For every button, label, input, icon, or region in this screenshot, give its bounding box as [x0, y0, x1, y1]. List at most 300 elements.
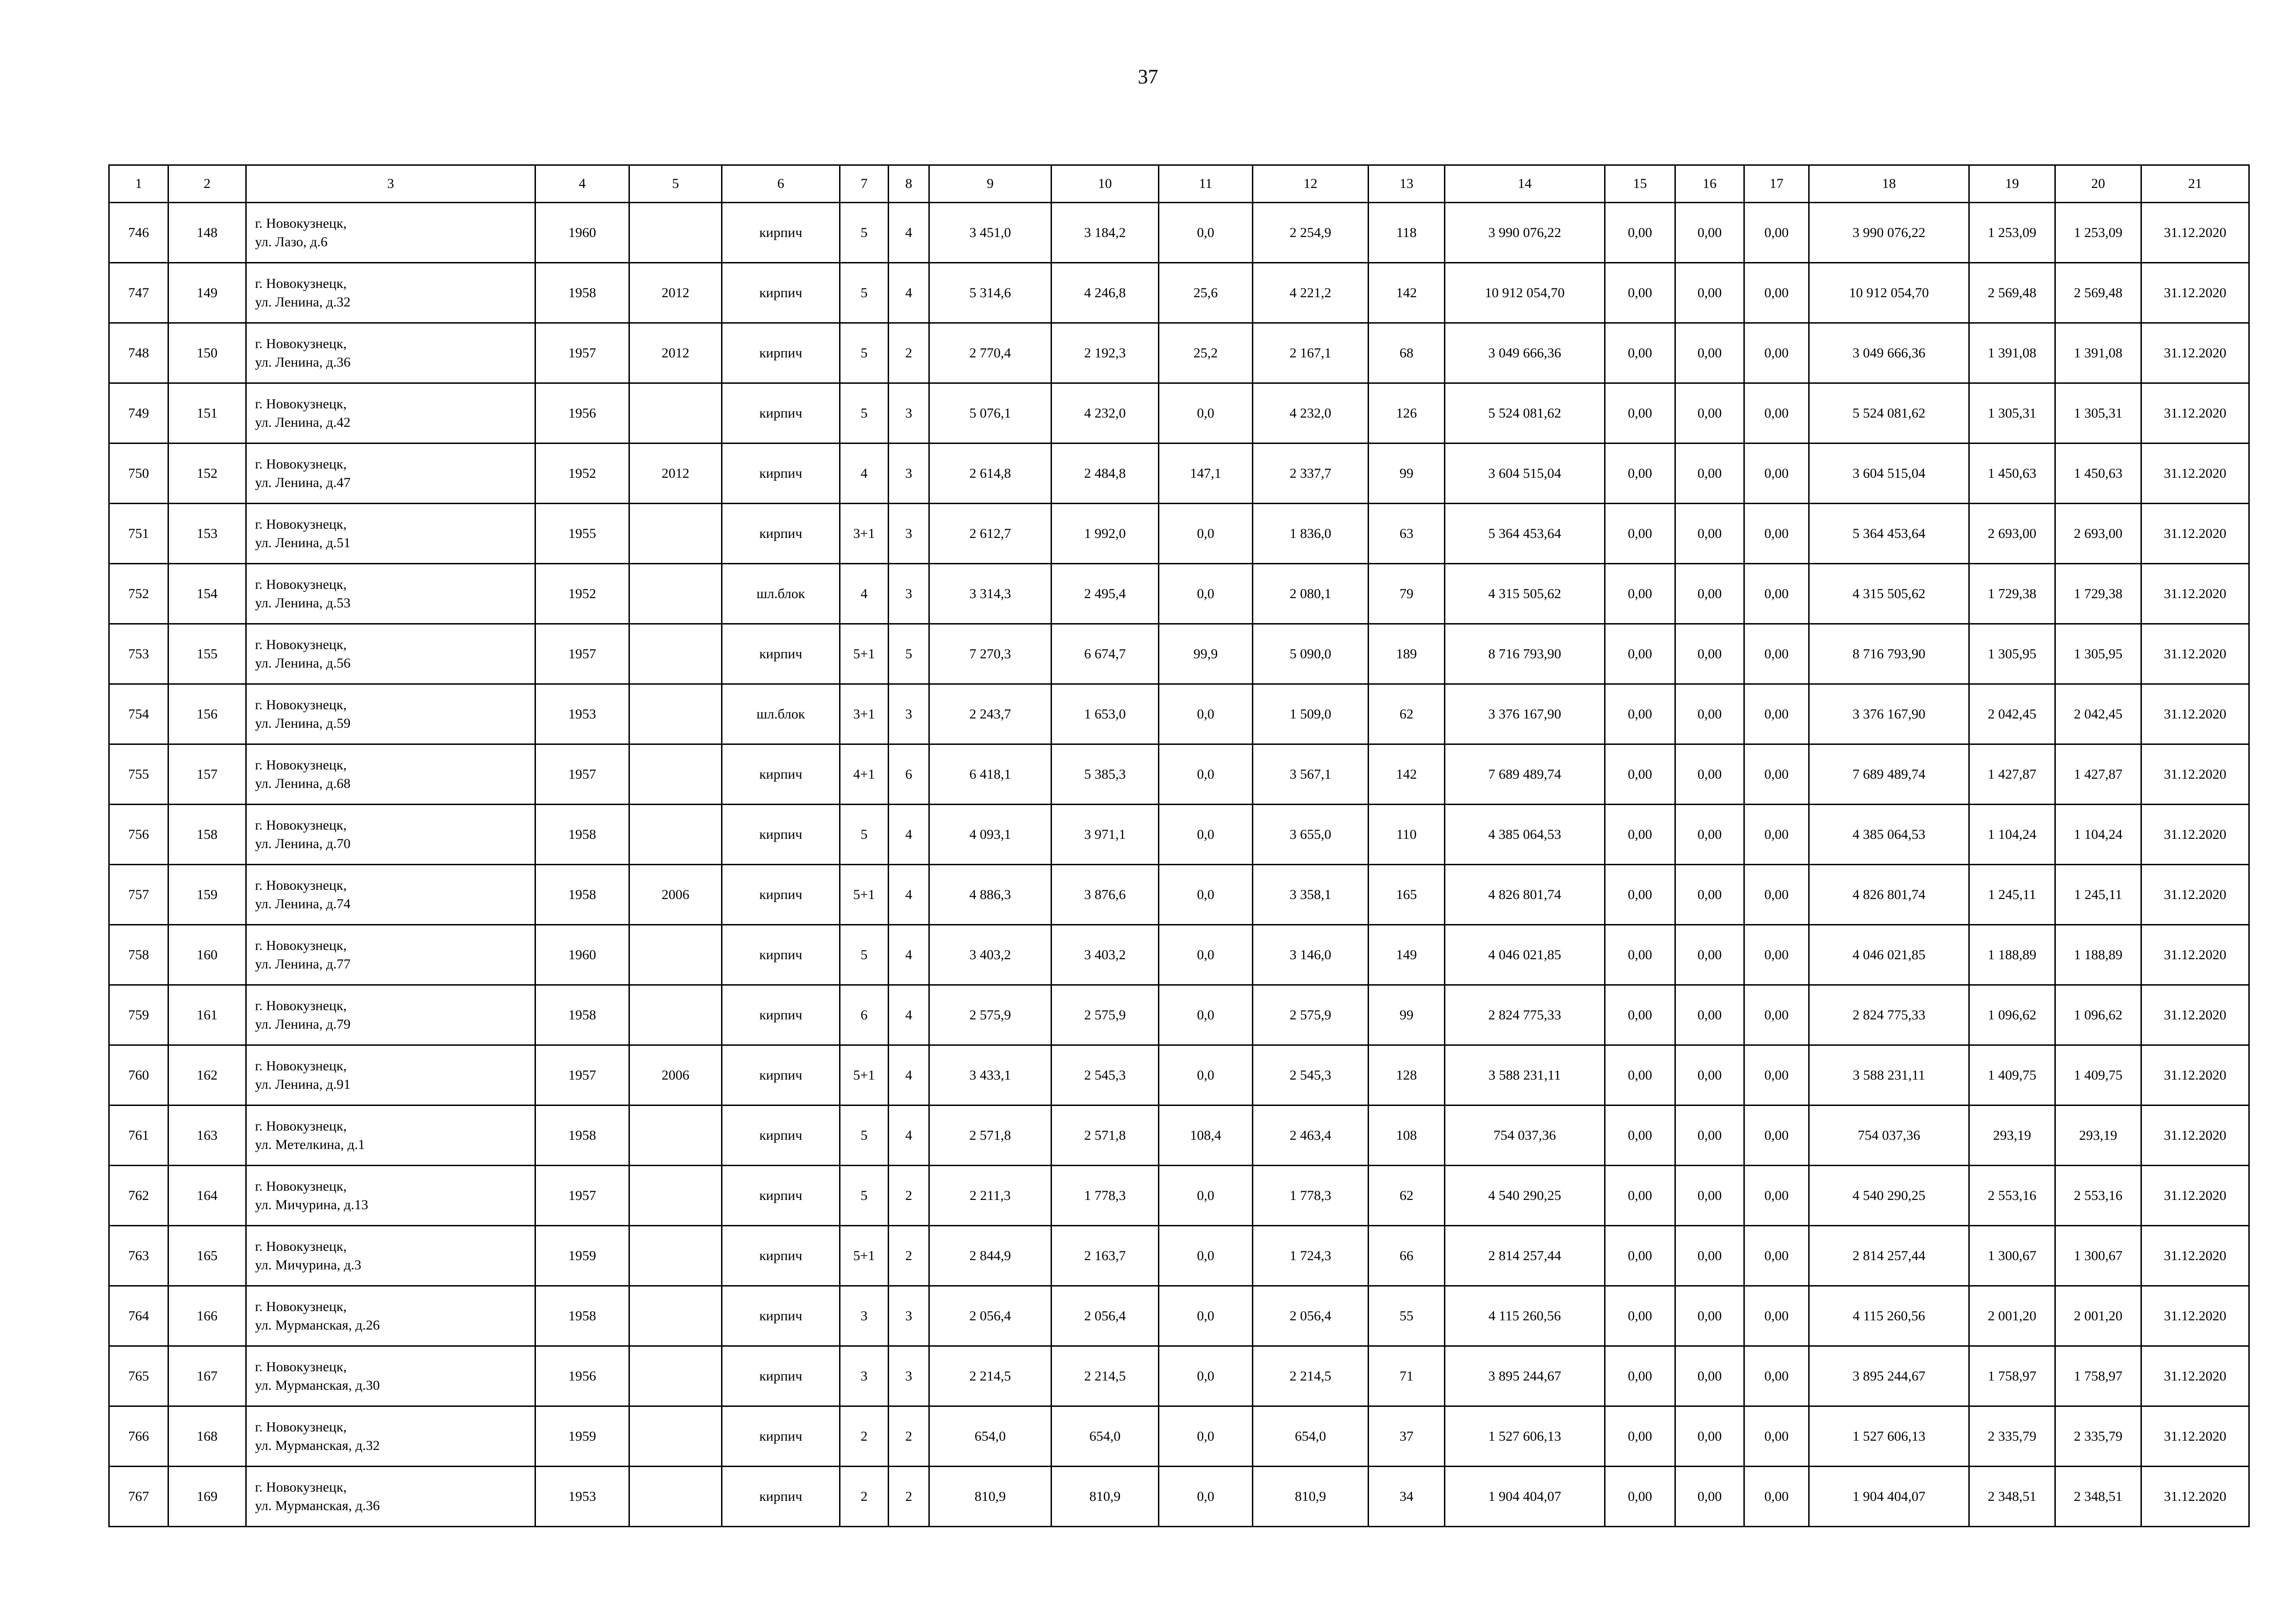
cell-col-12: 2 056,4 [1253, 1286, 1369, 1346]
cell-col-2: 168 [168, 1406, 246, 1467]
cell-col-7: 2 [840, 1467, 889, 1527]
column-header-1: 1 [109, 165, 168, 203]
cell-col-9: 2 844,9 [929, 1226, 1052, 1286]
cell-col-19: 1 427,87 [1969, 744, 2055, 805]
column-header-21: 21 [2141, 165, 2249, 203]
cell-col-14: 1 904 404,07 [1445, 1467, 1605, 1527]
address-street: ул. Ленина, д.59 [255, 715, 351, 731]
cell-col-20: 1 729,38 [2055, 564, 2141, 624]
cell-col-21: 31.12.2020 [2141, 1045, 2249, 1106]
address-city: г. Новокузнецк, [255, 336, 347, 351]
cell-col-1: 761 [109, 1106, 168, 1166]
column-header-15: 15 [1605, 165, 1675, 203]
cell-col-11: 0,0 [1159, 383, 1253, 443]
cell-col-4: 1957 [535, 1045, 629, 1106]
cell-col-8: 3 [889, 504, 929, 564]
cell-col-17: 0,00 [1744, 564, 1809, 624]
cell-col-14: 3 895 244,67 [1445, 1346, 1605, 1406]
cell-col-21: 31.12.2020 [2141, 865, 2249, 925]
cell-col-12: 5 090,0 [1253, 624, 1369, 684]
cell-col-1: 752 [109, 564, 168, 624]
cell-col-1: 764 [109, 1286, 168, 1346]
cell-col-19: 1 305,31 [1969, 383, 2055, 443]
cell-col-5: 2006 [629, 1045, 722, 1106]
cell-col-20: 2 335,79 [2055, 1406, 2141, 1467]
address-street: ул. Ленина, д.74 [255, 896, 351, 912]
cell-col-10: 2 571,8 [1052, 1106, 1159, 1166]
cell-col-5 [629, 805, 722, 865]
column-header-2: 2 [168, 165, 246, 203]
address-cell [246, 744, 535, 805]
address-city: г. Новокузнецк, [255, 1058, 347, 1074]
address-street: ул. Ленина, д.79 [255, 1016, 351, 1032]
cell-col-15: 0,00 [1605, 1286, 1675, 1346]
cell-col-13: 108 [1369, 1106, 1445, 1166]
table-row [109, 263, 2249, 323]
cell-col-5 [629, 925, 722, 985]
cell-col-14: 3 376 167,90 [1445, 684, 1605, 744]
address-city: г. Новокузнецк, [255, 1178, 347, 1194]
cell-col-14: 3 990 076,22 [1445, 203, 1605, 263]
cell-col-15: 0,00 [1605, 383, 1675, 443]
cell-col-4: 1959 [535, 1406, 629, 1467]
cell-col-6: кирпич [722, 1467, 840, 1527]
cell-col-9: 2 243,7 [929, 684, 1052, 744]
cell-col-19: 2 693,00 [1969, 504, 2055, 564]
cell-col-19: 1 188,89 [1969, 925, 2055, 985]
cell-col-2: 151 [168, 383, 246, 443]
column-header-4: 4 [535, 165, 629, 203]
cell-col-7: 4+1 [840, 744, 889, 805]
cell-col-2: 155 [168, 624, 246, 684]
cell-col-20: 1 305,31 [2055, 383, 2141, 443]
cell-col-6: кирпич [722, 383, 840, 443]
address-cell [246, 564, 535, 624]
cell-col-21: 31.12.2020 [2141, 1226, 2249, 1286]
address-cell [246, 1467, 535, 1527]
cell-col-18: 1 527 606,13 [1809, 1406, 1969, 1467]
column-header-12: 12 [1253, 165, 1369, 203]
table-row [109, 504, 2249, 564]
cell-col-14: 3 588 231,11 [1445, 1045, 1605, 1106]
cell-col-7: 5 [840, 323, 889, 383]
cell-col-15: 0,00 [1605, 744, 1675, 805]
address-city: г. Новокузнецк, [255, 637, 347, 652]
cell-col-16: 0,00 [1675, 263, 1744, 323]
cell-col-15: 0,00 [1605, 1045, 1675, 1106]
cell-col-10: 3 971,1 [1052, 805, 1159, 865]
cell-col-4: 1958 [535, 1286, 629, 1346]
cell-col-16: 0,00 [1675, 925, 1744, 985]
cell-col-20: 2 042,45 [2055, 684, 2141, 744]
cell-col-18: 3 049 666,36 [1809, 323, 1969, 383]
cell-col-1: 759 [109, 985, 168, 1045]
cell-col-13: 149 [1369, 925, 1445, 985]
cell-col-5 [629, 624, 722, 684]
cell-col-8: 3 [889, 1346, 929, 1406]
cell-col-20: 1 188,89 [2055, 925, 2141, 985]
table-row [109, 624, 2249, 684]
cell-col-1: 749 [109, 383, 168, 443]
cell-col-14: 1 527 606,13 [1445, 1406, 1605, 1467]
cell-col-18: 4 826 801,74 [1809, 865, 1969, 925]
cell-col-14: 4 826 801,74 [1445, 865, 1605, 925]
cell-col-5 [629, 684, 722, 744]
cell-col-6: кирпич [722, 263, 840, 323]
address-cell [246, 684, 535, 744]
cell-col-15: 0,00 [1605, 1467, 1675, 1527]
cell-col-21: 31.12.2020 [2141, 744, 2249, 805]
cell-col-8: 3 [889, 564, 929, 624]
address-cell [246, 1106, 535, 1166]
cell-col-20: 2 348,51 [2055, 1467, 2141, 1527]
cell-col-8: 2 [889, 1406, 929, 1467]
cell-col-4: 1952 [535, 443, 629, 504]
column-header-10: 10 [1052, 165, 1159, 203]
table-row [109, 744, 2249, 805]
cell-col-2: 157 [168, 744, 246, 805]
cell-col-10: 2 484,8 [1052, 443, 1159, 504]
cell-col-17: 0,00 [1744, 805, 1809, 865]
address-street: ул. Ленина, д.77 [255, 956, 351, 972]
cell-col-18: 4 540 290,25 [1809, 1166, 1969, 1226]
cell-col-19: 2 569,48 [1969, 263, 2055, 323]
cell-col-16: 0,00 [1675, 805, 1744, 865]
cell-col-6: кирпич [722, 1226, 840, 1286]
cell-col-5: 2006 [629, 865, 722, 925]
address-street: ул. Мичурина, д.13 [255, 1197, 368, 1212]
cell-col-14: 5 364 453,64 [1445, 504, 1605, 564]
address-cell [246, 383, 535, 443]
cell-col-15: 0,00 [1605, 684, 1675, 744]
address-city: г. Новокузнецк, [255, 1299, 347, 1314]
cell-col-1: 746 [109, 203, 168, 263]
cell-col-7: 5+1 [840, 865, 889, 925]
cell-col-21: 31.12.2020 [2141, 1286, 2249, 1346]
cell-col-5 [629, 1106, 722, 1166]
address-city: г. Новокузнецк, [255, 877, 347, 893]
cell-col-1: 753 [109, 624, 168, 684]
cell-col-2: 167 [168, 1346, 246, 1406]
cell-col-14: 4 385 064,53 [1445, 805, 1605, 865]
cell-col-12: 2 337,7 [1253, 443, 1369, 504]
cell-col-9: 2 056,4 [929, 1286, 1052, 1346]
cell-col-10: 3 403,2 [1052, 925, 1159, 985]
cell-col-16: 0,00 [1675, 203, 1744, 263]
cell-col-11: 25,6 [1159, 263, 1253, 323]
column-header-8: 8 [889, 165, 929, 203]
cell-col-17: 0,00 [1744, 504, 1809, 564]
address-city: г. Новокузнецк, [255, 697, 347, 712]
cell-col-20: 2 001,20 [2055, 1286, 2141, 1346]
cell-col-19: 293,19 [1969, 1106, 2055, 1166]
address-street: ул. Ленина, д.70 [255, 836, 351, 851]
cell-col-2: 152 [168, 443, 246, 504]
cell-col-14: 7 689 489,74 [1445, 744, 1605, 805]
cell-col-18: 10 912 054,70 [1809, 263, 1969, 323]
cell-col-6: кирпич [722, 805, 840, 865]
cell-col-9: 4 093,1 [929, 805, 1052, 865]
cell-col-11: 0,0 [1159, 564, 1253, 624]
cell-col-1: 766 [109, 1406, 168, 1467]
cell-col-10: 2 192,3 [1052, 323, 1159, 383]
address-cell [246, 1226, 535, 1286]
cell-col-15: 0,00 [1605, 1106, 1675, 1166]
cell-col-9: 2 614,8 [929, 443, 1052, 504]
header-row [109, 165, 2249, 203]
cell-col-21: 31.12.2020 [2141, 624, 2249, 684]
cell-col-1: 747 [109, 263, 168, 323]
cell-col-16: 0,00 [1675, 1406, 1744, 1467]
cell-col-17: 0,00 [1744, 684, 1809, 744]
cell-col-18: 8 716 793,90 [1809, 624, 1969, 684]
address-street: ул. Мурманская, д.26 [255, 1317, 380, 1333]
table-row [109, 985, 2249, 1045]
cell-col-17: 0,00 [1744, 1045, 1809, 1106]
cell-col-19: 1 305,95 [1969, 624, 2055, 684]
cell-col-10: 3 876,6 [1052, 865, 1159, 925]
table-row [109, 1045, 2249, 1106]
cell-col-15: 0,00 [1605, 263, 1675, 323]
cell-col-7: 5 [840, 1106, 889, 1166]
cell-col-10: 2 575,9 [1052, 985, 1159, 1045]
cell-col-13: 126 [1369, 383, 1445, 443]
cell-col-6: кирпич [722, 624, 840, 684]
cell-col-6: кирпич [722, 1166, 840, 1226]
cell-col-8: 4 [889, 985, 929, 1045]
cell-col-17: 0,00 [1744, 1166, 1809, 1226]
cell-col-8: 2 [889, 1467, 929, 1527]
cell-col-14: 8 716 793,90 [1445, 624, 1605, 684]
cell-col-11: 0,0 [1159, 1045, 1253, 1106]
cell-col-15: 0,00 [1605, 1406, 1675, 1467]
cell-col-13: 110 [1369, 805, 1445, 865]
cell-col-13: 34 [1369, 1467, 1445, 1527]
cell-col-17: 0,00 [1744, 203, 1809, 263]
address-city: г. Новокузнецк, [255, 275, 347, 291]
cell-col-14: 3 049 666,36 [1445, 323, 1605, 383]
cell-col-13: 62 [1369, 1166, 1445, 1226]
cell-col-19: 2 042,45 [1969, 684, 2055, 744]
cell-col-2: 169 [168, 1467, 246, 1527]
cell-col-15: 0,00 [1605, 624, 1675, 684]
cell-col-16: 0,00 [1675, 985, 1744, 1045]
address-cell [246, 925, 535, 985]
cell-col-12: 4 221,2 [1253, 263, 1369, 323]
cell-col-11: 0,0 [1159, 1226, 1253, 1286]
cell-col-7: 4 [840, 564, 889, 624]
cell-col-2: 165 [168, 1226, 246, 1286]
cell-col-4: 1953 [535, 1467, 629, 1527]
cell-col-21: 31.12.2020 [2141, 443, 2249, 504]
cell-col-9: 2 612,7 [929, 504, 1052, 564]
address-city: г. Новокузнецк, [255, 757, 347, 773]
cell-col-9: 810,9 [929, 1467, 1052, 1527]
cell-col-14: 3 604 515,04 [1445, 443, 1605, 504]
cell-col-17: 0,00 [1744, 624, 1809, 684]
cell-col-7: 2 [840, 1406, 889, 1467]
cell-col-11: 99,9 [1159, 624, 1253, 684]
cell-col-4: 1957 [535, 744, 629, 805]
cell-col-14: 2 824 775,33 [1445, 985, 1605, 1045]
cell-col-17: 0,00 [1744, 744, 1809, 805]
address-city: г. Новокузнецк, [255, 1479, 347, 1495]
cell-col-21: 31.12.2020 [2141, 1106, 2249, 1166]
cell-col-9: 2 571,8 [929, 1106, 1052, 1166]
cell-col-7: 5 [840, 805, 889, 865]
cell-col-17: 0,00 [1744, 865, 1809, 925]
cell-col-18: 4 315 505,62 [1809, 564, 1969, 624]
cell-col-21: 31.12.2020 [2141, 564, 2249, 624]
cell-col-6: кирпич [722, 443, 840, 504]
cell-col-2: 153 [168, 504, 246, 564]
cell-col-1: 762 [109, 1166, 168, 1226]
cell-col-13: 55 [1369, 1286, 1445, 1346]
cell-col-7: 5 [840, 383, 889, 443]
cell-col-17: 0,00 [1744, 263, 1809, 323]
cell-col-16: 0,00 [1675, 564, 1744, 624]
cell-col-2: 164 [168, 1166, 246, 1226]
cell-col-21: 31.12.2020 [2141, 383, 2249, 443]
address-street: ул. Ленина, д.51 [255, 535, 351, 550]
cell-col-18: 4 046 021,85 [1809, 925, 1969, 985]
cell-col-20: 1 300,67 [2055, 1226, 2141, 1286]
cell-col-19: 2 335,79 [1969, 1406, 2055, 1467]
cell-col-18: 2 814 257,44 [1809, 1226, 1969, 1286]
cell-col-2: 158 [168, 805, 246, 865]
cell-col-17: 0,00 [1744, 443, 1809, 504]
column-header-13: 13 [1369, 165, 1445, 203]
cell-col-20: 1 409,75 [2055, 1045, 2141, 1106]
address-cell [246, 1286, 535, 1346]
cell-col-1: 750 [109, 443, 168, 504]
cell-col-5 [629, 203, 722, 263]
cell-col-18: 3 990 076,22 [1809, 203, 1969, 263]
address-cell [246, 263, 535, 323]
cell-col-2: 154 [168, 564, 246, 624]
cell-col-2: 159 [168, 865, 246, 925]
address-cell [246, 985, 535, 1045]
cell-col-1: 760 [109, 1045, 168, 1106]
cell-col-5 [629, 1406, 722, 1467]
address-street: ул. Ленина, д.56 [255, 655, 351, 671]
cell-col-5 [629, 1346, 722, 1406]
cell-col-13: 37 [1369, 1406, 1445, 1467]
cell-col-7: 5+1 [840, 1045, 889, 1106]
table-row [109, 684, 2249, 744]
cell-col-7: 5 [840, 925, 889, 985]
address-cell [246, 504, 535, 564]
address-city: г. Новокузнецк, [255, 215, 347, 231]
column-header-17: 17 [1744, 165, 1809, 203]
cell-col-13: 99 [1369, 443, 1445, 504]
cell-col-18: 4 385 064,53 [1809, 805, 1969, 865]
column-header-3: 3 [246, 165, 535, 203]
cell-col-21: 31.12.2020 [2141, 1346, 2249, 1406]
cell-col-12: 654,0 [1253, 1406, 1369, 1467]
cell-col-15: 0,00 [1605, 564, 1675, 624]
cell-col-10: 4 246,8 [1052, 263, 1159, 323]
cell-col-16: 0,00 [1675, 1286, 1744, 1346]
address-street: ул. Ленина, д.32 [255, 294, 351, 310]
cell-col-17: 0,00 [1744, 985, 1809, 1045]
cell-col-13: 71 [1369, 1346, 1445, 1406]
cell-col-5: 2012 [629, 263, 722, 323]
cell-col-18: 7 689 489,74 [1809, 744, 1969, 805]
cell-col-12: 4 232,0 [1253, 383, 1369, 443]
cell-col-2: 160 [168, 925, 246, 985]
cell-col-6: шл.блок [722, 564, 840, 624]
column-header-18: 18 [1809, 165, 1969, 203]
cell-col-12: 2 167,1 [1253, 323, 1369, 383]
cell-col-16: 0,00 [1675, 1045, 1744, 1106]
cell-col-4: 1955 [535, 504, 629, 564]
cell-col-2: 163 [168, 1106, 246, 1166]
cell-col-11: 0,0 [1159, 985, 1253, 1045]
table-row [109, 1346, 2249, 1406]
cell-col-10: 2 495,4 [1052, 564, 1159, 624]
cell-col-18: 5 524 081,62 [1809, 383, 1969, 443]
cell-col-13: 99 [1369, 985, 1445, 1045]
cell-col-4: 1960 [535, 925, 629, 985]
cell-col-5 [629, 564, 722, 624]
cell-col-9: 2 214,5 [929, 1346, 1052, 1406]
cell-col-18: 754 037,36 [1809, 1106, 1969, 1166]
cell-col-4: 1953 [535, 684, 629, 744]
column-header-9: 9 [929, 165, 1052, 203]
cell-col-8: 3 [889, 443, 929, 504]
cell-col-6: кирпич [722, 1346, 840, 1406]
cell-col-6: кирпич [722, 1406, 840, 1467]
cell-col-1: 755 [109, 744, 168, 805]
cell-col-18: 4 115 260,56 [1809, 1286, 1969, 1346]
cell-col-10: 2 214,5 [1052, 1346, 1159, 1406]
cell-col-9: 3 451,0 [929, 203, 1052, 263]
cell-col-12: 1 509,0 [1253, 684, 1369, 744]
cell-col-2: 148 [168, 203, 246, 263]
cell-col-19: 1 096,62 [1969, 985, 2055, 1045]
address-street: ул. Ленина, д.68 [255, 775, 351, 791]
cell-col-1: 763 [109, 1226, 168, 1286]
cell-col-9: 2 770,4 [929, 323, 1052, 383]
cell-col-18: 1 904 404,07 [1809, 1467, 1969, 1527]
cell-col-18: 5 364 453,64 [1809, 504, 1969, 564]
cell-col-6: кирпич [722, 1286, 840, 1346]
cell-col-17: 0,00 [1744, 1106, 1809, 1166]
cell-col-1: 748 [109, 323, 168, 383]
cell-col-18: 3 895 244,67 [1809, 1346, 1969, 1406]
cell-col-6: кирпич [722, 203, 840, 263]
cell-col-20: 1 391,08 [2055, 323, 2141, 383]
cell-col-21: 31.12.2020 [2141, 504, 2249, 564]
cell-col-14: 4 540 290,25 [1445, 1166, 1605, 1226]
cell-col-4: 1960 [535, 203, 629, 263]
cell-col-12: 3 146,0 [1253, 925, 1369, 985]
cell-col-16: 0,00 [1675, 1106, 1744, 1166]
cell-col-15: 0,00 [1605, 805, 1675, 865]
column-header-14: 14 [1445, 165, 1605, 203]
cell-col-21: 31.12.2020 [2141, 805, 2249, 865]
cell-col-6: кирпич [722, 323, 840, 383]
cell-col-10: 1 778,3 [1052, 1166, 1159, 1226]
cell-col-18: 3 376 167,90 [1809, 684, 1969, 744]
cell-col-11: 0,0 [1159, 925, 1253, 985]
cell-col-10: 6 674,7 [1052, 624, 1159, 684]
cell-col-10: 2 545,3 [1052, 1045, 1159, 1106]
cell-col-12: 2 463,4 [1253, 1106, 1369, 1166]
page-number: 37 [1138, 65, 1158, 88]
cell-col-6: кирпич [722, 504, 840, 564]
